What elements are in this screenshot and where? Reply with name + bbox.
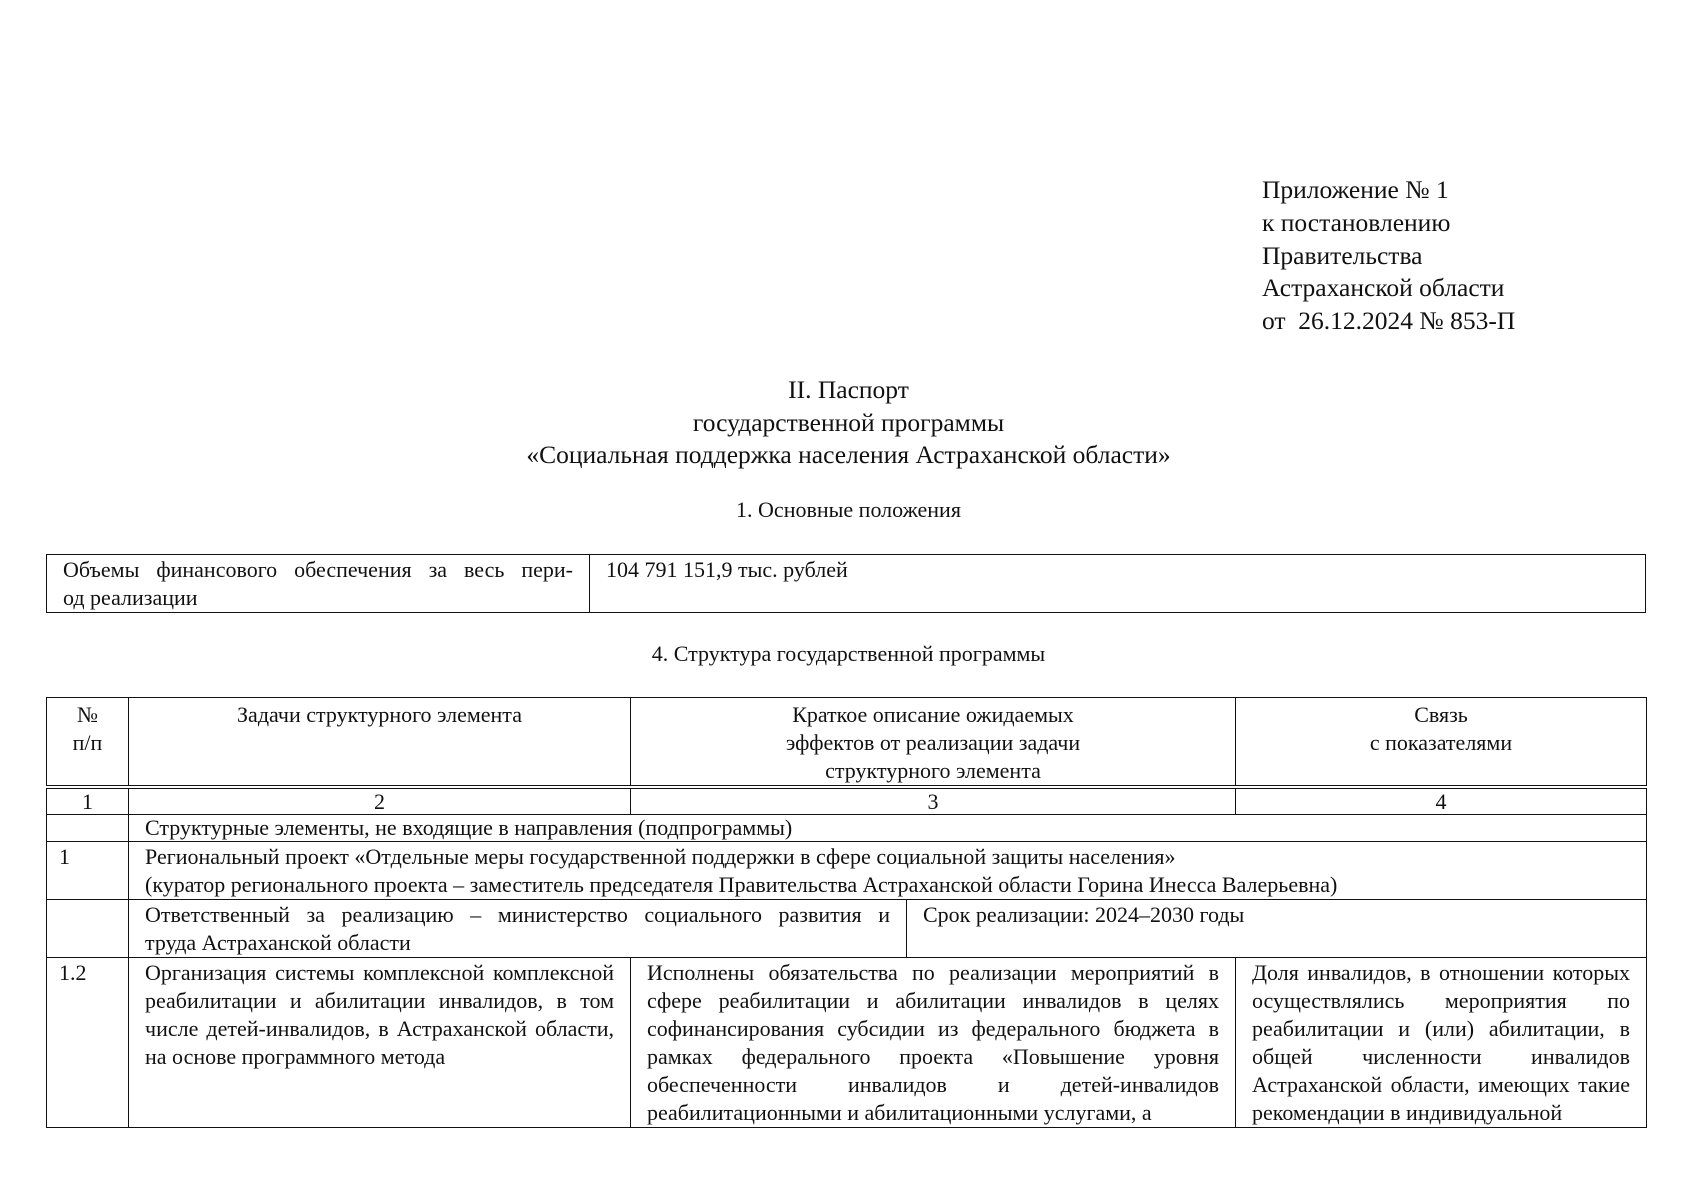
effects-text: Исполнены обязательства по реализации мероприятий в сфере реабилитации и абилитации инвалидов в целях софинансирования субсидии из федерального бюджета в рамках федерального проекта «Повышение уровня обеспеченности инвалидов и детей-инвалидов реабилитационными и абилитационными услугами, а xyxy=(647,960,1219,1125)
effects-text-cell xyxy=(631,958,1236,1128)
column-numbers-row xyxy=(47,787,1647,815)
header-effects: Краткое описание ожидаемых эффектов от реализации задачи структурного элемента xyxy=(631,698,1236,788)
implementation-period: Срок реализации: 2024–2030 годы xyxy=(923,902,1245,927)
section-4-heading: 4. Структура государственной программы xyxy=(651,641,1046,666)
table-row xyxy=(47,555,1646,613)
task-row xyxy=(47,958,1647,1128)
column-number: 3 xyxy=(631,787,1236,815)
appendix-line-3: Правительства xyxy=(1262,240,1423,270)
section-1-heading: 1. Основные положения xyxy=(736,497,961,522)
column-number: 4 xyxy=(1236,787,1647,815)
group-row xyxy=(47,815,1647,842)
task-text-cell xyxy=(129,958,631,1128)
group-title: Структурные элементы, не входящие в направления (подпрограммы) xyxy=(129,815,1647,842)
project-curator: (куратор регионального проекта – заместитель председателя Правительства Астраханской области Горина Инесса Валерьевна) xyxy=(145,872,1338,897)
task-number: 1.2 xyxy=(47,958,129,1128)
title-line-2: государственной программы xyxy=(692,407,1005,437)
header-indicators: Связь с показателями xyxy=(1236,698,1647,788)
responsible-cell xyxy=(129,900,1647,958)
header-number: № п/п xyxy=(47,698,129,788)
column-number: 1 xyxy=(47,787,129,815)
financing-value-cell xyxy=(590,555,1646,613)
financing-label-line-1: Объемы финансового обеспечения за весь пери- xyxy=(63,557,573,582)
financing-label-cell xyxy=(47,555,590,613)
title-line-1: II. Паспорт xyxy=(788,375,909,404)
header-tasks: Задачи структурного элемента xyxy=(129,698,631,788)
appendix-line-4: Астраханской области xyxy=(1262,273,1505,303)
financing-value: 104 791 151,9 тыс. рублей xyxy=(606,557,848,582)
project-cell xyxy=(129,842,1647,900)
responsible-executor: Ответственный за реализацию – министерство социального развития и труда Астраханской области xyxy=(129,900,907,957)
project-number: 1 xyxy=(47,842,129,900)
responsible-row xyxy=(47,900,1647,958)
appendix-line-2: к постановлению xyxy=(1262,207,1451,237)
title-line-3: «Социальная поддержка населения Астраханской области» xyxy=(526,440,1171,469)
column-number: 2 xyxy=(129,787,631,815)
document-title xyxy=(0,374,1697,472)
project-row xyxy=(47,842,1647,900)
project-title: Региональный проект «Отдельные меры государственной поддержки в сфере социальной защиты населения» xyxy=(145,844,1176,869)
indicators-text: Доля инвалидов, в отношении которых осуществлялись мероприятия по реабилитации и (или) абилитации, в общей численности инвалидов Астраханской области, имеющих такие рекомендации в индивидуальной xyxy=(1252,960,1630,1125)
appendix-line-5: от 26.12.2024 № 853-П xyxy=(1262,306,1516,336)
appendix-block xyxy=(1262,174,1515,338)
task-text: Организация системы комплексной комплексной реабилитации и абилитации инвалидов, в том числе детей-инвалидов, в Астраханской области, на основе программного метода xyxy=(145,960,614,1069)
indicators-text-cell xyxy=(1236,958,1647,1128)
main-provisions-table xyxy=(46,554,1646,613)
program-structure-table xyxy=(46,697,1647,1128)
financing-label-line-2: од реализации xyxy=(63,585,198,610)
table-header-row xyxy=(47,698,1647,788)
appendix-line-1: Приложение № 1 xyxy=(1262,175,1449,204)
